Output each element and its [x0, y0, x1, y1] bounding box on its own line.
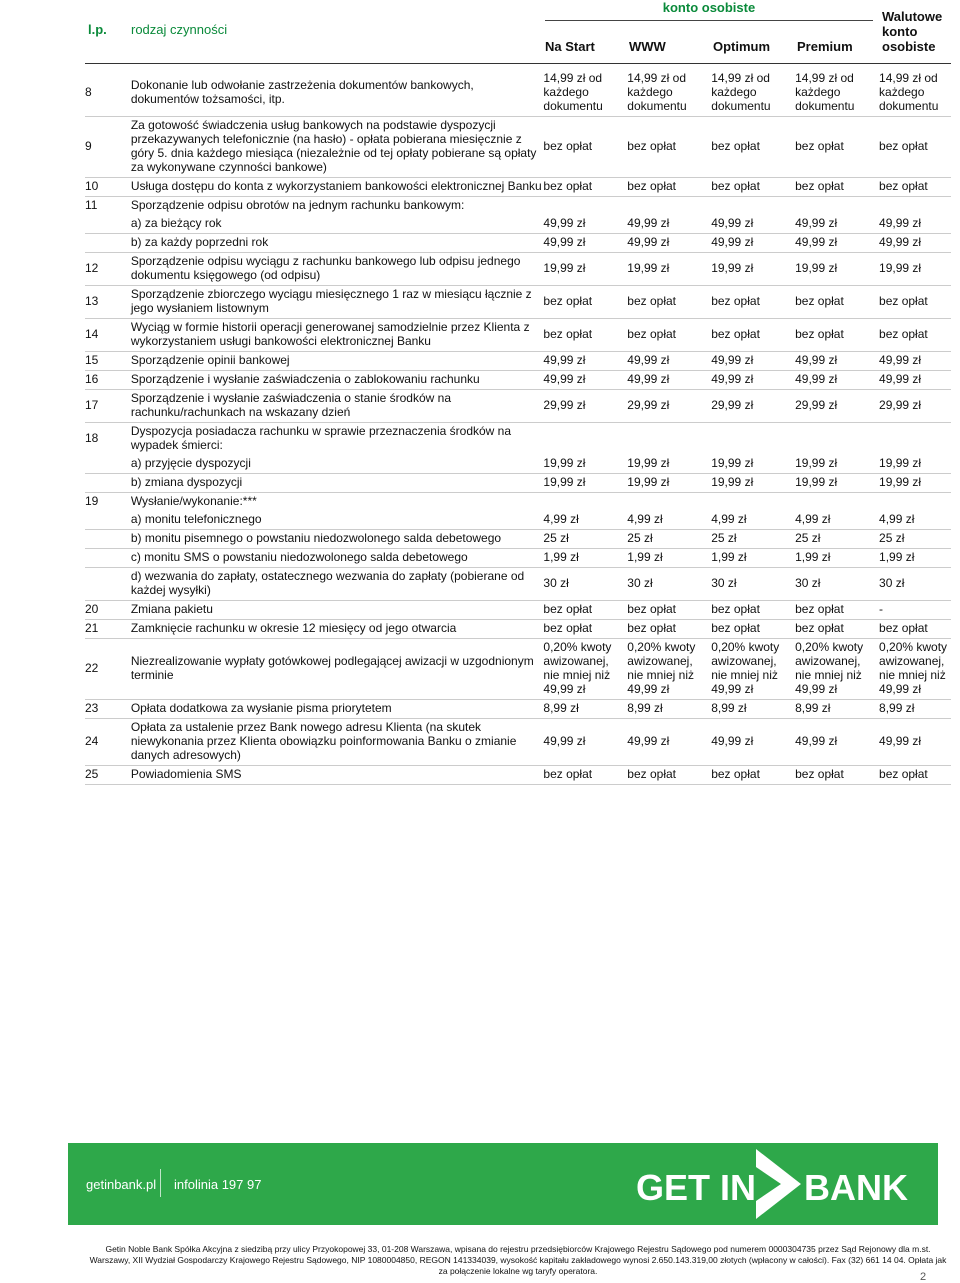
row-fee-value: 30 zł — [543, 568, 627, 601]
row-number — [85, 568, 131, 601]
row-fee-value: 30 zł — [879, 568, 951, 601]
row-fee-value: 8,99 zł — [543, 700, 627, 719]
row-description: a) monitu telefonicznego — [131, 511, 544, 530]
row-fee-value — [795, 197, 879, 216]
row-fee-value: bez opłat — [879, 286, 951, 319]
row-fee-value: 19,99 zł — [795, 455, 879, 474]
row-description: a) przyjęcie dyspozycji — [131, 455, 544, 474]
row-number: 13 — [85, 286, 131, 319]
row-fee-value: 14,99 zł od każdego dokumentu — [627, 70, 711, 117]
row-fee-value: bez opłat — [711, 601, 795, 620]
row-fee-value: bez opłat — [627, 766, 711, 785]
row-fee-value: 49,99 zł — [711, 234, 795, 253]
row-fee-value: - — [879, 601, 951, 620]
row-fee-value: 25 zł — [795, 530, 879, 549]
table-row — [85, 215, 951, 234]
row-fee-value — [627, 493, 711, 512]
row-fee-value: 49,99 zł — [879, 371, 951, 390]
row-fee-value: 49,99 zł — [543, 371, 627, 390]
row-fee-value: bez opłat — [543, 178, 627, 197]
row-fee-value: 19,99 zł — [879, 474, 951, 493]
row-number: 8 — [85, 70, 131, 117]
row-description: c) monitu SMS o powstaniu niedozwolonego salda debetowego — [131, 549, 544, 568]
row-number: 23 — [85, 700, 131, 719]
table-row — [85, 511, 951, 530]
row-number: 19 — [85, 494, 99, 508]
row-fee-value: 14,99 zł od każdego dokumentu — [711, 70, 795, 117]
row-fee-value: 1,99 zł — [711, 549, 795, 568]
header-group-divider — [545, 20, 873, 21]
row-fee-value: bez opłat — [795, 286, 879, 319]
row-fee-value: 25 zł — [543, 530, 627, 549]
row-fee-value: 4,99 zł — [711, 511, 795, 530]
row-fee-value: 49,99 zł — [627, 719, 711, 766]
row-fee-value: bez opłat — [879, 620, 951, 639]
table-row — [85, 455, 951, 474]
row-fee-value: 25 zł — [879, 530, 951, 549]
row-description: Sporządzenie odpisu obrotów na jednym rachunku bankowym: — [130, 198, 465, 212]
table-row — [85, 719, 951, 766]
row-fee-value: bez opłat — [795, 620, 879, 639]
row-fee-value: 49,99 zł — [879, 352, 951, 371]
header-walutowe-line-3: osobiste — [882, 39, 936, 54]
row-description: Zmiana pakietu — [131, 601, 544, 620]
getin-bank-logo — [636, 1149, 936, 1219]
footer-site-link[interactable]: getinbank.pl — [86, 1177, 157, 1192]
row-fee-value: 49,99 zł — [627, 371, 711, 390]
row-fee-value: bez opłat — [879, 178, 951, 197]
header-col-walutowe — [882, 9, 942, 54]
row-description: Wysłanie/wykonanie:*** — [130, 494, 257, 508]
row-fee-value: 19,99 zł — [879, 455, 951, 474]
logo-arrow-icon — [756, 1149, 801, 1219]
row-fee-value: 14,99 zł od każdego dokumentu — [795, 70, 879, 117]
row-fee-value: 19,99 zł — [627, 455, 711, 474]
row-description: a) za bieżący rok — [131, 215, 544, 234]
table-row — [85, 390, 951, 423]
row-fee-value: 49,99 zł — [627, 352, 711, 371]
row-fee-value: 49,99 zł — [711, 371, 795, 390]
row-fee-value: 49,99 zł — [795, 719, 879, 766]
row-fee-value: bez opłat — [711, 286, 795, 319]
row-description: b) za każdy poprzedni rok — [131, 234, 544, 253]
row-number: 18 — [85, 431, 99, 445]
row-description: Dokonanie lub odwołanie zastrzeżenia dokumentów bankowych, dokumentów tożsamości, itp. — [131, 70, 544, 117]
row-number: 22 — [85, 639, 131, 700]
row-number: 21 — [85, 620, 131, 639]
row-fee-value: 14,99 zł od każdego dokumentu — [543, 70, 627, 117]
row-fee-value: bez opłat — [627, 620, 711, 639]
header-col-premium: Premium — [797, 39, 853, 54]
row-fee-value: bez opłat — [627, 286, 711, 319]
row-fee-value: 49,99 zł — [795, 352, 879, 371]
row-number: 9 — [85, 117, 131, 178]
row-fee-value — [795, 423, 879, 456]
row-fee-value: 49,99 zł — [711, 719, 795, 766]
table-row — [85, 117, 951, 178]
row-fee-value: 1,99 zł — [879, 549, 951, 568]
row-description: Sporządzenie opinii bankowej — [131, 352, 544, 371]
footer-infolinia: infolinia 197 97 — [174, 1177, 262, 1192]
row-fee-value: 0,20% kwoty awizowanej, nie mniej niż 49,99 zł — [711, 639, 795, 700]
header-col-www: WWW — [629, 39, 666, 54]
row-fee-value: 49,99 zł — [711, 215, 795, 234]
row-number — [85, 215, 131, 234]
row-fee-value: 19,99 zł — [627, 474, 711, 493]
row-number — [85, 455, 131, 474]
row-fee-value: 25 zł — [711, 530, 795, 549]
row-fee-value: bez opłat — [711, 178, 795, 197]
table-row — [85, 493, 951, 512]
row-fee-value: 14,99 zł od każdego dokumentu — [879, 70, 951, 117]
row-fee-value: bez opłat — [795, 178, 879, 197]
row-number — [85, 234, 131, 253]
table-row — [85, 549, 951, 568]
row-fee-value: 49,99 zł — [795, 371, 879, 390]
row-fee-value: bez opłat — [711, 620, 795, 639]
row-fee-value: 19,99 zł — [543, 474, 627, 493]
row-fee-value — [711, 493, 795, 512]
row-description: Za gotowość świadczenia usług bankowych na podstawie dyspozycji przekazywanych telefonicznie (na hasło) - opłata pobierana miesięcznie z góry 5. dnia każdego miesiąca (niezależnie od tej opłaty pobierane są opłaty za wykonywane czynności bankowe) — [131, 117, 544, 178]
row-fee-value: 49,99 zł — [879, 719, 951, 766]
row-description: Zamknięcie rachunku w okresie 12 miesięcy od jego otwarcia — [131, 620, 544, 639]
row-fee-value: 19,99 zł — [711, 455, 795, 474]
row-fee-value: 0,20% kwoty awizowanej, nie mniej niż 49,99 zł — [627, 639, 711, 700]
row-fee-value: 4,99 zł — [627, 511, 711, 530]
row-fee-value: 49,99 zł — [543, 352, 627, 371]
row-fee-value: 1,99 zł — [543, 549, 627, 568]
page-number: 2 — [920, 1271, 927, 1283]
footer-banner — [68, 1143, 938, 1225]
row-fee-value: 19,99 zł — [711, 474, 795, 493]
row-fee-value: bez opłat — [543, 117, 627, 178]
footer-separator — [160, 1169, 161, 1197]
row-fee-value: bez opłat — [627, 601, 711, 620]
row-description: Dyspozycja posiadacza rachunku w sprawie przeznaczenia środków na wypadek śmierci: — [130, 424, 512, 452]
table-row — [85, 319, 951, 352]
row-fee-value: bez opłat — [627, 117, 711, 178]
row-fee-value: 49,99 zł — [543, 719, 627, 766]
table-row — [85, 766, 951, 785]
row-fee-value: 19,99 zł — [543, 253, 627, 286]
row-number — [85, 474, 131, 493]
row-fee-value: 4,99 zł — [543, 511, 627, 530]
header-col-optimum: Optimum — [713, 39, 771, 54]
table-row — [85, 601, 951, 620]
row-fee-value — [543, 197, 627, 216]
row-number: 10 — [85, 178, 131, 197]
row-number: 24 — [85, 719, 131, 766]
table-row — [85, 639, 951, 700]
table-row — [85, 70, 951, 117]
header-walutowe-line-2: konto — [882, 24, 918, 39]
row-fee-value: 4,99 zł — [879, 511, 951, 530]
row-description: Opłata za ustalenie przez Bank nowego adresu Klienta (na skutek niewykonania przez Klienta obowiązku poinformowania Banku o zmianie danych adresowych) — [131, 719, 544, 766]
table-row — [85, 700, 951, 719]
table-row — [85, 253, 951, 286]
logo-text-bank: BANK — [804, 1167, 908, 1208]
row-number: 17 — [85, 390, 131, 423]
row-fee-value: 29,99 zł — [879, 390, 951, 423]
table-row — [85, 474, 951, 493]
row-fee-value: 29,99 zł — [627, 390, 711, 423]
row-fee-value: bez opłat — [543, 620, 627, 639]
row-number: 14 — [85, 319, 131, 352]
row-description: b) zmiana dyspozycji — [131, 474, 544, 493]
row-description: Sporządzenie odpisu wyciągu z rachunku bankowego lub odpisu jednego dokumentu księgowego (od odpisu) — [131, 253, 544, 286]
row-fee-value: 49,99 zł — [879, 215, 951, 234]
row-fee-value: 30 zł — [795, 568, 879, 601]
row-fee-value: 1,99 zł — [627, 549, 711, 568]
row-fee-value — [543, 493, 627, 512]
fee-table — [85, 70, 951, 785]
table-row — [85, 530, 951, 549]
row-fee-value: 1,99 zł — [795, 549, 879, 568]
row-fee-value: 49,99 zł — [543, 234, 627, 253]
table-row — [85, 178, 951, 197]
row-fee-value: bez opłat — [879, 319, 951, 352]
row-description: Usługa dostępu do konta z wykorzystaniem bankowości elektronicznej Banku — [131, 178, 544, 197]
row-fee-value: 49,99 zł — [795, 215, 879, 234]
row-fee-value: 8,99 zł — [711, 700, 795, 719]
table-row — [85, 620, 951, 639]
row-fee-value — [627, 197, 711, 216]
row-description: Sporządzenie i wysłanie zaświadczenia o stanie środków na rachunku/rachunkach na wskazany dzień — [131, 390, 544, 423]
row-fee-value: 8,99 zł — [879, 700, 951, 719]
row-description: Powiadomienia SMS — [131, 766, 544, 785]
row-number: 16 — [85, 371, 131, 390]
row-fee-value: bez opłat — [627, 178, 711, 197]
table-row — [85, 197, 951, 216]
row-number — [85, 549, 131, 568]
row-fee-value — [879, 423, 951, 456]
row-fee-value: 19,99 zł — [795, 253, 879, 286]
row-fee-value: bez opłat — [543, 319, 627, 352]
row-fee-value: 29,99 zł — [795, 390, 879, 423]
row-fee-value — [711, 423, 795, 456]
row-number: 12 — [85, 253, 131, 286]
row-fee-value: 19,99 zł — [879, 253, 951, 286]
row-fee-value: 29,99 zł — [543, 390, 627, 423]
row-fee-value — [879, 493, 951, 512]
row-fee-value: bez opłat — [543, 766, 627, 785]
row-fee-value — [795, 493, 879, 512]
header-rule — [85, 63, 951, 64]
row-fee-value: 19,99 zł — [543, 455, 627, 474]
row-fee-value: 19,99 zł — [711, 253, 795, 286]
header-walutowe-line-1: Walutowe — [882, 9, 943, 24]
table-row — [85, 234, 951, 253]
header-rodzaj-czynnosci: rodzaj czynności — [131, 22, 228, 37]
row-number — [85, 530, 131, 549]
row-fee-value: 49,99 zł — [543, 215, 627, 234]
row-number: 15 — [85, 352, 131, 371]
row-number: 20 — [85, 601, 131, 620]
row-fee-value: bez opłat — [795, 319, 879, 352]
row-fee-value: 25 zł — [627, 530, 711, 549]
row-number — [85, 511, 131, 530]
row-fee-value: bez opłat — [879, 117, 951, 178]
row-description: Niezrealizowanie wypłaty gotówkowej podlegającej awizacji w uzgodnionym terminie — [131, 639, 544, 700]
row-fee-value: bez opłat — [543, 286, 627, 319]
row-fee-value: bez opłat — [795, 117, 879, 178]
row-fee-value: bez opłat — [711, 117, 795, 178]
row-description: Wyciąg w formie historii operacji generowanej samodzielnie przez Klienta z wykorzystaniem usługi bankowości elektronicznej Banku — [131, 319, 544, 352]
row-fee-value: bez opłat — [711, 319, 795, 352]
row-fee-value: bez opłat — [795, 766, 879, 785]
table-row — [85, 352, 951, 371]
row-fee-value: 8,99 zł — [627, 700, 711, 719]
row-fee-value: bez opłat — [711, 766, 795, 785]
row-number: 11 — [85, 198, 98, 212]
row-fee-value: 49,99 zł — [627, 215, 711, 234]
row-fee-value: bez opłat — [879, 766, 951, 785]
row-description: d) wezwania do zapłaty, ostatecznego wezwania do zapłaty (pobierane od każdej wysyłki) — [131, 568, 544, 601]
row-fee-value — [627, 423, 711, 456]
header-lp: l.p. — [88, 22, 107, 37]
table-row — [85, 423, 951, 456]
row-fee-value: 0,20% kwoty awizowanej, nie mniej niż 49,99 zł — [879, 639, 951, 700]
row-fee-value: 0,20% kwoty awizowanej, nie mniej niż 49,99 zł — [543, 639, 627, 700]
row-fee-value — [879, 197, 951, 216]
header-konto-osobiste: konto osobiste — [662, 0, 756, 15]
row-description: Sporządzenie zbiorczego wyciągu miesięcznego 1 raz w miesiącu łącznie z jego wysłaniem listownym — [131, 286, 544, 319]
header-col-na-start: Na Start — [545, 39, 595, 54]
row-fee-value: bez opłat — [795, 601, 879, 620]
row-fee-value — [711, 197, 795, 216]
row-fee-value: 30 zł — [711, 568, 795, 601]
row-fee-value: 49,99 zł — [879, 234, 951, 253]
row-description: Sporządzenie i wysłanie zaświadczenia o zablokowaniu rachunku — [131, 371, 544, 390]
row-fee-value: 29,99 zł — [711, 390, 795, 423]
row-number: 25 — [85, 766, 131, 785]
row-fee-value: 8,99 zł — [795, 700, 879, 719]
row-fee-value: 49,99 zł — [711, 352, 795, 371]
legal-footnote: Getin Noble Bank Spółka Akcyjna z siedzibą przy ulicy Przyokopowej 33, 01-208 Warszawa, wpisana do rejestru przedsiębiorców Krajowego Rejestru Sądowego pod numerem 0000304735 przez Sąd Rejonowy dla m.st. Warszawy, XII Wydział Gospodarczy Krajowego Rejestru Sądowego, NIP 1080004850, REGON 141334039, wysokość kapitału zakładowego wynosi 2.650.143.319,00 złotych (wpłacony w całości). Fax (32) 661 14 04. Opłata jak za połączenie lokalne wg taryfy operatora. — [89, 1244, 947, 1276]
row-fee-value — [543, 423, 627, 456]
row-description: Opłata dodatkowa za wysłanie pisma priorytetem — [131, 700, 544, 719]
row-description: b) monitu pisemnego o powstaniu niedozwolonego salda debetowego — [131, 530, 544, 549]
table-row — [85, 568, 951, 601]
logo-text-get-in: GET IN — [636, 1167, 757, 1208]
row-fee-value: 0,20% kwoty awizowanej, nie mniej niż 49,99 zł — [795, 639, 879, 700]
row-fee-value: bez opłat — [543, 601, 627, 620]
table-row — [85, 286, 951, 319]
row-fee-value: 49,99 zł — [795, 234, 879, 253]
row-fee-value: 4,99 zł — [795, 511, 879, 530]
row-fee-value: 19,99 zł — [627, 253, 711, 286]
table-row — [85, 371, 951, 390]
row-fee-value: 30 zł — [627, 568, 711, 601]
row-fee-value: bez opłat — [627, 319, 711, 352]
row-fee-value: 49,99 zł — [627, 234, 711, 253]
row-fee-value: 19,99 zł — [795, 474, 879, 493]
